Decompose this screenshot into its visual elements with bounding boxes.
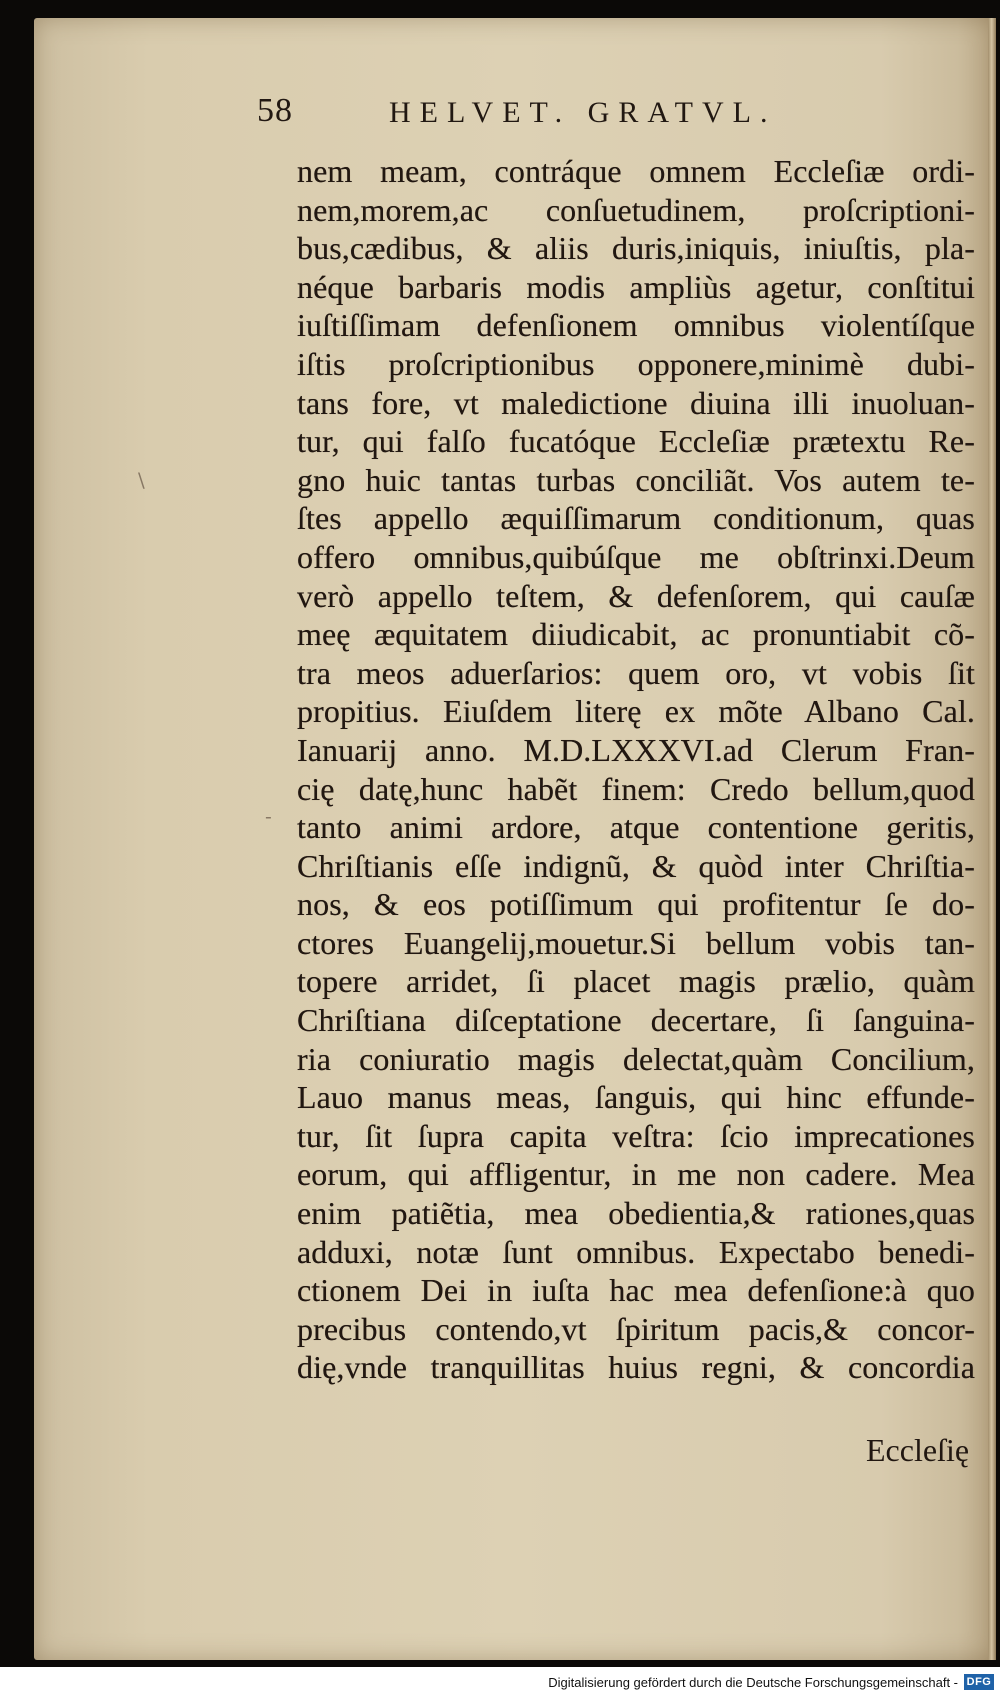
text-line: dię,vnde tranquillitas huius regni, & concordia <box>297 1349 975 1386</box>
text-line: tra meos aduerſarios: quem oro, vt vobis ſit <box>297 654 975 691</box>
text-line: tur, qui falſo fucatóque Eccleſiæ prætextu Re- <box>297 423 975 460</box>
text-line: Chriſtianis eſſe indignũ, & quòd inter Chriſtia- <box>297 847 975 884</box>
running-title: HELVET. GRATVL. <box>389 96 777 129</box>
text-line: meę æquitatem diiudicabit, ac pronuntiabit cõ- <box>297 616 975 653</box>
digitization-footer <box>0 1667 1000 1698</box>
text-line: tans fore, vt maledictione diuina illi inuoluan- <box>297 384 975 421</box>
text-line: néque barbaris modis ampliùs agetur, conſtitui <box>297 268 975 305</box>
text-line: iſtis proſcriptionibus opponere,minimè dubi- <box>297 345 975 382</box>
text-line: precibus contendo,vt ſpiritum pacis,& concor- <box>297 1310 975 1347</box>
text-line: tanto animi ardore, atque contentione geritis, <box>297 809 975 846</box>
text-line: offero omnibus,quibúſque me obſtrinxi.Deum <box>297 538 975 575</box>
running-head <box>257 92 857 136</box>
text-line: iuſtiſſimam defenſionem omnibus violentíſque <box>297 307 975 344</box>
text-line: cię datę,hunc habẽt finem: Credo bellum,quod <box>297 770 975 807</box>
text-line: ria coniuratio magis delectat,quàm Concilium, <box>297 1040 975 1077</box>
text-line: ctionem Dei in iuſta hac mea defenſione:à quo <box>297 1272 975 1309</box>
page-edge <box>988 18 996 1660</box>
text-line: Lauo manus meas, ſanguis, qui hinc effunde- <box>297 1079 975 1116</box>
text-line: eorum, qui affligentur, in me non cadere. Mea <box>297 1156 975 1193</box>
text-line: propitius. Eiuſdem literę ex mõte Albano Cal. <box>297 693 975 730</box>
text-line: Ianuarij anno. M.D.LXXXVI.ad Clerum Fran- <box>297 731 975 768</box>
page-number: 58 <box>257 92 293 129</box>
text-line: nem meam, contráque omnem Eccleſiæ ordi- <box>297 153 975 189</box>
printed-page <box>34 18 996 1660</box>
text-line: ctores Euangelij,mouetur.Si bellum vobis tan- <box>297 924 975 961</box>
text-line: enim patiẽtia, mea obedientia,& rationes,quas <box>297 1195 975 1232</box>
text-line: tur, ſit ſupra capita veſtra: ſcio imprecationes <box>297 1117 975 1154</box>
text-line: ſtes appello æquiſſimarum conditionum, quas <box>297 500 975 537</box>
latin-text-block <box>297 152 975 1516</box>
dfg-logo-icon: DFG <box>964 1674 994 1690</box>
text-line: nos, & eos potiſſimum qui profitentur ſe do- <box>297 886 975 923</box>
text-line: gno huic tantas turbas conciliãt. Vos autem te- <box>297 461 975 498</box>
text-line: verò appello teſtem, & defenſorem, qui cauſæ <box>297 577 975 614</box>
margin-tick-mark: \ <box>138 468 145 492</box>
text-line: nem,morem,ac conſuetudinem, proſcriptioni- <box>297 191 975 228</box>
margin-dot-mark: - <box>265 804 272 828</box>
catchword: Eccleſię <box>866 1432 970 1468</box>
text-line: topere arridet, ſi placet magis prælio, quàm <box>297 963 975 1000</box>
text-line: adduxi, notæ ſunt omnibus. Expectabo benedi- <box>297 1233 975 1270</box>
funding-credit: Digitalisierung gefördert durch die Deutsche Forschungsgemeinschaft - <box>548 1675 958 1690</box>
text-line: Chriſtiana diſceptatione decertare, ſi ſanguina- <box>297 1002 975 1039</box>
text-line: bus,cædibus, & aliis duris,iniquis, iniuſtis, pla- <box>297 230 975 267</box>
